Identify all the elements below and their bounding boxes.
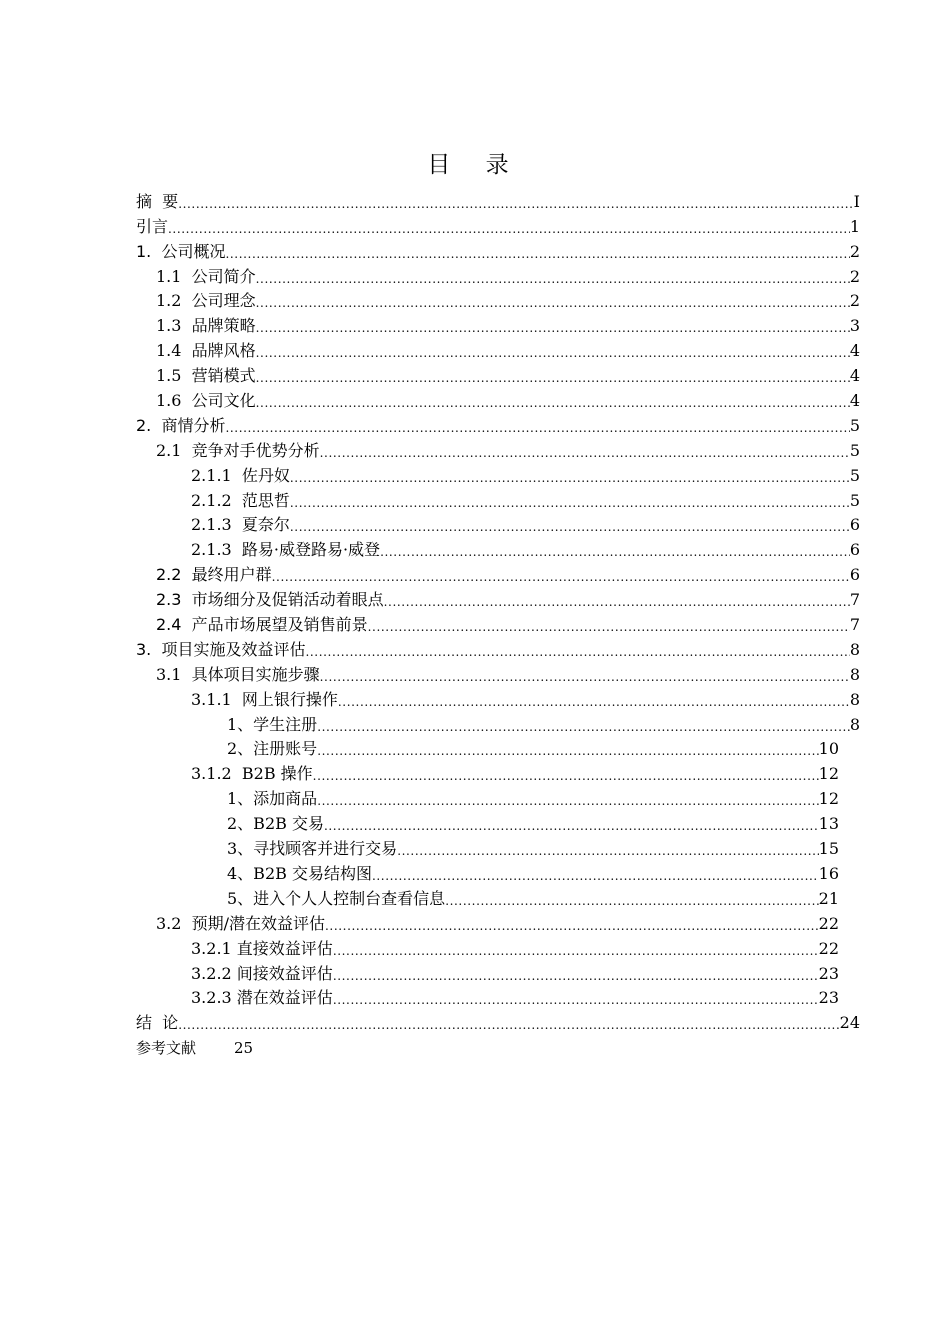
toc-entry-label: 3.2.2 间接效益评估 — [191, 963, 333, 983]
dot-leader — [178, 196, 853, 212]
dot-leader — [256, 370, 850, 386]
toc-entry-1-3[interactable] — [136, 311, 860, 336]
toc-entry-page: 8 — [849, 689, 860, 709]
toc-entry-introduction[interactable] — [136, 212, 860, 237]
toc-entry-label: 3.1.1 网上银行操作 — [191, 689, 338, 709]
toc-entry-3[interactable] — [136, 635, 860, 660]
toc-entry-label: 3. 项目实施及效益评估 — [136, 639, 306, 659]
toc-entry-page: 16 — [818, 863, 839, 883]
dot-leader — [168, 221, 850, 237]
toc-entry-2-2[interactable] — [136, 560, 860, 585]
toc-entry-label: 1.3 品牌策略 — [156, 316, 256, 336]
dot-leader — [256, 345, 850, 361]
toc-entry-label: 2.1 竞争对手优势分析 — [156, 440, 320, 460]
toc-entry-label: 5、进入个人人控制台查看信息 — [227, 888, 446, 908]
toc-entry-page: 13 — [818, 814, 839, 834]
toc-entry-page: 2 — [849, 241, 860, 261]
toc-entry-bibliography[interactable] — [136, 1033, 860, 1058]
dot-leader — [333, 968, 819, 984]
toc-entry-page: 24 — [839, 1013, 860, 1033]
dot-leader — [313, 768, 819, 784]
toc-entry-label: 引言 — [136, 216, 169, 236]
toc-entry-page: 5 — [849, 415, 860, 435]
dot-leader — [333, 943, 819, 959]
dot-leader — [305, 644, 849, 660]
toc-entry-page: 8 — [849, 714, 860, 734]
toc-entry-3-2[interactable] — [136, 909, 860, 934]
toc-entry-3-1-2-c[interactable] — [136, 834, 860, 859]
toc-entry-label: 1.5 营销模式 — [156, 366, 256, 386]
toc-entry-page: 4 — [849, 391, 860, 411]
toc-entry-label: 2.3 市场细分及促销活动着眼点 — [156, 590, 384, 610]
toc-entry-page: 23 — [818, 963, 839, 983]
toc-entry-page: 6 — [849, 515, 860, 535]
toc-entry-conclusion[interactable] — [136, 1008, 860, 1033]
toc-entry-3-1-1-a[interactable] — [136, 710, 860, 735]
toc-title: 目 录 — [427, 152, 523, 178]
dot-leader — [272, 569, 850, 585]
toc-entry-page: 22 — [818, 938, 839, 958]
toc-entry-3-1-1[interactable] — [136, 685, 860, 710]
toc-entry-page: 22 — [818, 913, 839, 933]
toc-entry-label: 3.1 具体项目实施步骤 — [156, 664, 320, 684]
toc-entry-page: 5 — [849, 490, 860, 510]
toc-entry-page: 5 — [849, 465, 860, 485]
dot-leader — [290, 470, 850, 486]
toc-entry-label: 1. 公司概况 — [136, 241, 226, 261]
dot-leader — [324, 818, 819, 834]
toc-entry-label: 1.2 公司理念 — [156, 291, 256, 311]
toc-entry-label: 2.2 最终用户群 — [156, 565, 272, 585]
toc-entry-page: 12 — [818, 764, 839, 784]
toc-entry-2-1-1[interactable] — [136, 461, 860, 486]
toc-entry-3-2-3[interactable] — [136, 984, 860, 1009]
toc-entry-page: 8 — [849, 664, 860, 684]
toc-entry-page: 15 — [818, 839, 839, 859]
table-of-contents — [136, 187, 860, 1058]
dot-leader — [320, 669, 850, 685]
toc-entry-page: 10 — [818, 739, 839, 759]
toc-entry-label: 3.2.1 直接效益评估 — [191, 938, 333, 958]
dot-leader — [384, 594, 850, 610]
dot-leader — [256, 320, 850, 336]
toc-entry-3-2-2[interactable] — [136, 959, 860, 984]
toc-entry-abstract[interactable] — [136, 187, 860, 212]
toc-entry-label: 2、注册账号 — [227, 739, 318, 759]
toc-entry-label: 3.1.2 B2B 操作 — [191, 764, 313, 784]
dot-leader — [256, 295, 850, 311]
toc-entry-3-1-2-b[interactable] — [136, 809, 860, 834]
toc-entry-page: 6 — [849, 565, 860, 585]
dot-leader — [317, 743, 818, 759]
toc-entry-1-6[interactable] — [136, 386, 860, 411]
toc-entry-label: 3、寻找顾客并进行交易 — [227, 839, 398, 859]
toc-entry-label: 结 论 — [136, 1013, 179, 1033]
toc-entry-1-5[interactable] — [136, 361, 860, 386]
toc-entry-page: 6 — [849, 540, 860, 560]
toc-entry-page: I — [853, 191, 860, 211]
dot-leader — [338, 694, 850, 710]
toc-entry-label: 2.1.3 路易·威登路易·威登 — [191, 540, 381, 560]
toc-entry-page: 2 — [849, 291, 860, 311]
toc-entry-page: 4 — [849, 366, 860, 386]
toc-entry-2-1-3-lv[interactable] — [136, 535, 860, 560]
toc-entry-3-1-2-e[interactable] — [136, 884, 860, 909]
dot-leader — [290, 519, 850, 535]
dot-leader — [397, 843, 818, 859]
toc-entry-label: 1.6 公司文化 — [156, 391, 256, 411]
toc-entry-page: 1 — [849, 216, 860, 236]
dot-leader — [368, 619, 850, 635]
toc-entry-label: 2.1.1 佐丹奴 — [191, 465, 290, 485]
dot-leader — [380, 544, 850, 560]
toc-entry-label: 1、学生注册 — [227, 714, 318, 734]
toc-entry-1-1[interactable] — [136, 262, 860, 287]
dot-leader — [445, 893, 818, 909]
toc-entry-1-2[interactable] — [136, 287, 860, 312]
toc-entry-1[interactable] — [136, 237, 860, 262]
toc-entry-label: 2、B2B 交易 — [227, 814, 324, 834]
dot-leader — [317, 719, 850, 735]
toc-entry-3-1-1-b[interactable] — [136, 735, 860, 760]
toc-entry-label: 2.4 产品市场展望及销售前景 — [156, 615, 368, 635]
toc-entry-3-1-2[interactable] — [136, 759, 860, 784]
toc-entry-page: 7 — [849, 590, 860, 610]
dot-leader — [325, 918, 819, 934]
toc-entry-label: 2.1.2 范思哲 — [191, 490, 290, 510]
dot-leader — [256, 271, 850, 287]
toc-entry-page: 4 — [849, 341, 860, 361]
toc-entry-2-1[interactable] — [136, 436, 860, 461]
toc-entry-2-3[interactable] — [136, 585, 860, 610]
toc-entry-label: 1、添加商品 — [227, 789, 318, 809]
dot-leader — [372, 868, 819, 884]
toc-entry-3-1[interactable] — [136, 660, 860, 685]
toc-entry-page: 8 — [849, 639, 860, 659]
toc-entry-label: 3.2.3 潜在效益评估 — [191, 988, 333, 1008]
toc-entry-page: 5 — [849, 440, 860, 460]
toc-entry-3-1-2-d[interactable] — [136, 859, 860, 884]
toc-entry-label: 2.1.3 夏奈尔 — [191, 515, 290, 535]
dot-leader — [225, 246, 849, 262]
toc-entry-page: 25 — [234, 1039, 254, 1058]
toc-entry-label: 1.1 公司简介 — [156, 266, 256, 286]
toc-entry-label: 摘 要 — [136, 191, 179, 211]
toc-entry-page: 7 — [849, 615, 860, 635]
toc-entry-label: 参考文献 — [136, 1039, 197, 1058]
toc-entry-page: 23 — [818, 988, 839, 1008]
toc-entry-label: 4、B2B 交易结构图 — [227, 863, 372, 883]
toc-entry-label: 1.4 品牌风格 — [156, 341, 256, 361]
toc-entry-page: 3 — [849, 316, 860, 336]
dot-leader — [178, 1017, 839, 1033]
toc-entry-2-4[interactable] — [136, 610, 860, 635]
toc-entry-1-4[interactable] — [136, 336, 860, 361]
toc-entry-page: 2 — [849, 266, 860, 286]
toc-entry-3-1-2-a[interactable] — [136, 784, 860, 809]
toc-entry-3-2-1[interactable] — [136, 934, 860, 959]
toc-entry-2-1-3[interactable] — [136, 511, 860, 536]
dot-leader — [290, 495, 850, 511]
dot-leader — [333, 992, 819, 1008]
toc-entry-2-1-2[interactable] — [136, 486, 860, 511]
toc-entry-page: 21 — [818, 888, 839, 908]
toc-entry-2[interactable] — [136, 411, 860, 436]
toc-entry-page: 12 — [818, 789, 839, 809]
dot-leader — [256, 395, 850, 411]
toc-entry-label: 2. 商情分析 — [136, 415, 226, 435]
dot-leader — [320, 445, 850, 461]
dot-leader — [317, 793, 818, 809]
toc-entry-label: 3.2 预期/潜在效益评估 — [156, 913, 326, 933]
dot-leader — [225, 420, 849, 436]
